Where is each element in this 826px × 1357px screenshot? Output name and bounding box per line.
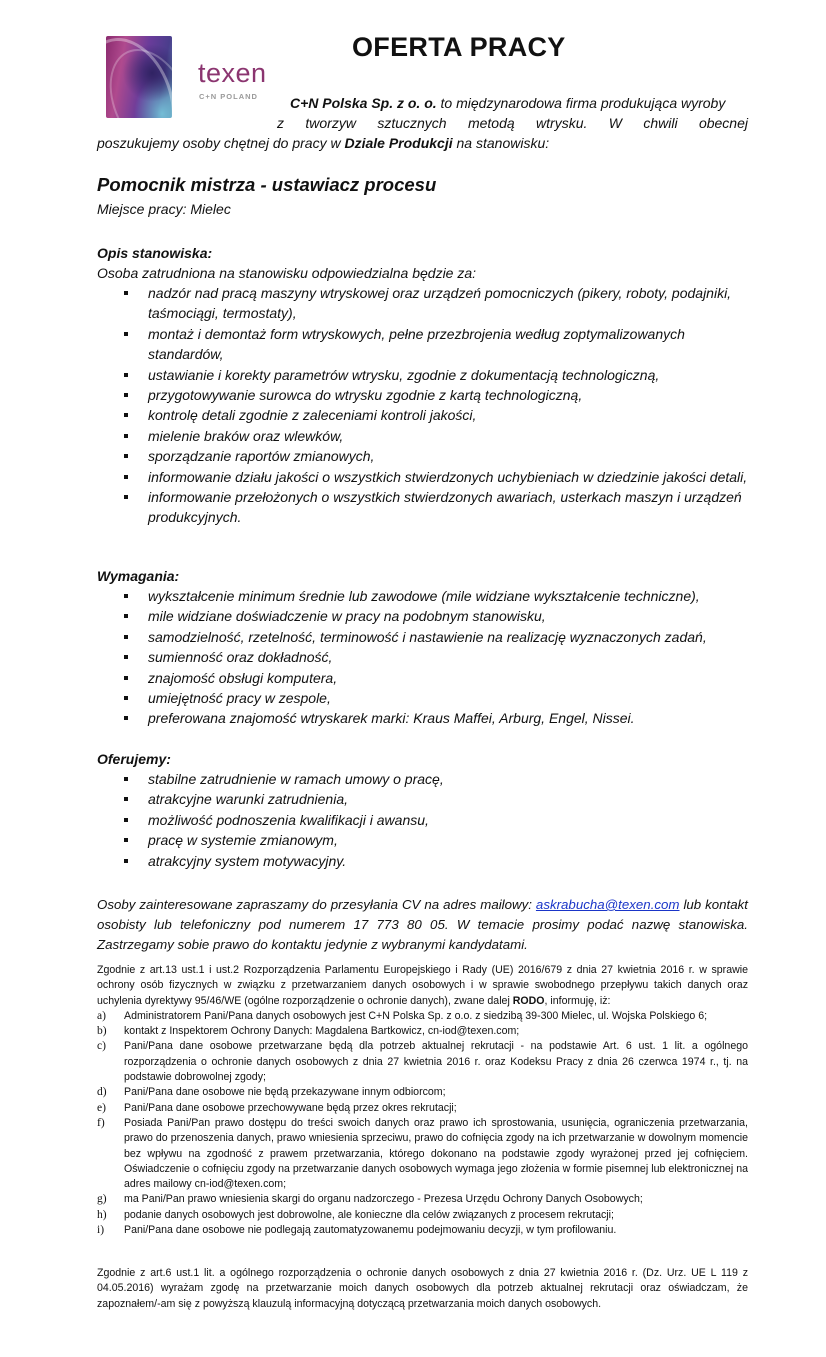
contact-paragraph: Osoby zainteresowane zapraszamy do przesyłania CV na adres mailowy: askrabucha@texen.com lub kontakt osobisty lub telefoniczny pod numerem 17 773 80 05. W temacie prosimy podać nazwę stanowiska. Zastrzegamy sobie prawo do kontaktu jedynie z wybranymi kandydatami. <box>97 897 748 952</box>
list-item: umiejętność pracy w zespole, <box>97 688 757 708</box>
list-item: mielenie braków oraz wlewków, <box>97 426 757 446</box>
job-title: Pomocnik mistrza - ustawiacz procesu <box>97 174 437 195</box>
description-list <box>97 283 757 528</box>
requirements-list <box>97 586 757 729</box>
list-item: wykształcenie minimum średnie lub zawodowe (mile widziane wykształcenie techniczne), <box>97 586 757 606</box>
list-letter: f) <box>97 1116 105 1129</box>
intro-line-2: z tworzyw sztucznych metodą wtrysku. W chwili obecnej <box>277 115 748 131</box>
rodo-list-item <box>97 1101 748 1116</box>
list-letter: g) <box>97 1193 107 1206</box>
list-item: znajomość obsługi komputera, <box>97 668 757 688</box>
description-section <box>97 243 757 528</box>
rodo-list-item <box>97 1085 748 1100</box>
list-text: podanie danych osobowych jest dobrowolne, ale konieczne dla celów związanych z procesem rekrutacji; <box>124 1208 614 1221</box>
job-location: Miejsce pracy: Mielec <box>97 201 231 217</box>
list-item: nadzór nad pracą maszyny wtryskowej oraz urządzeń pomocniczych (pikery, roboty, podajniki, taśmociągi, termostaty), <box>97 283 757 324</box>
offer-list <box>97 769 757 871</box>
list-text: Pani/Pana dane osobowe nie będą przekazywane innym odbiorcom; <box>124 1086 446 1099</box>
list-item: samodzielność, rzetelność, terminowość i nastawienie na realizację wyznaczonych zadań, <box>97 627 757 647</box>
list-letter: i) <box>97 1224 105 1237</box>
list-letter: a) <box>97 1009 106 1022</box>
list-letter: c) <box>97 1040 106 1053</box>
list-item: atrakcyjny system motywacyjny. <box>97 851 757 871</box>
list-item: przygotowywanie surowca do wtrysku zgodnie z kartą technologiczną, <box>97 385 757 405</box>
list-item: informowanie przełożonych o wszystkich stwierdzonych awariach, usterkach maszyn i urządzeń produkcyjnych. <box>97 487 757 528</box>
rodo-list-item <box>97 1024 748 1039</box>
rodo-list-item <box>97 1039 748 1085</box>
list-item: montaż i demontaż form wtryskowych, pełne przezbrojenia według zoptymalizowanych standardów, <box>97 324 757 365</box>
company-name: C+N Polska Sp. z o. o. <box>290 95 437 111</box>
requirements-heading: Wymagania: <box>97 568 180 584</box>
list-item: mile widziane doświadczenie w pracy na podobnym stanowisku, <box>97 606 757 626</box>
rodo-list-item <box>97 1192 748 1207</box>
rodo-list-item <box>97 1208 748 1223</box>
list-item: atrakcyjne warunki zatrudnienia, <box>97 789 757 809</box>
rodo-list <box>97 1009 748 1238</box>
list-text: Posiada Pani/Pan prawo dostępu do treści swoich danych oraz prawo ich sprostowania, usunięcia, ograniczenia przetwarzania, prawo do przenoszenia danych, prawo wniesienia sprzeciwu, prawo do cofnięcia zgody na ich przetwarzanie w dowolnym momencie bez wpływu na zgodność z prawem przetwarzania, którego dokonano na podstawie zgody wyrażonej przed jej cofnięciem. Oświadczenie o cofnięciu zgody na przetwarzanie danych osobowych wymaga jego złożenia w formie pisemnej lub elektronicznej na adres mailowy cn-iod@texen.com; <box>124 1116 748 1191</box>
list-text: Pani/Pana dane osobowe przechowywane będą przez okres rekrutacji; <box>124 1101 457 1114</box>
intro-line-3: poszukujemy osoby chętnej do pracy w Dziale Produkcji na stanowisku: <box>97 135 550 151</box>
list-letter: h) <box>97 1208 107 1221</box>
list-letter: d) <box>97 1086 107 1099</box>
offer-heading: Oferujemy: <box>97 751 171 767</box>
offer-section <box>97 749 757 871</box>
rodo-list-item <box>97 1009 748 1024</box>
list-letter: b) <box>97 1025 107 1038</box>
email-link[interactable]: askrabucha@texen.com <box>535 897 680 912</box>
company-intro <box>97 93 748 153</box>
requirements-section <box>97 566 757 729</box>
list-item: ustawianie i korekty parametrów wtrysku, zgodnie z dokumentacją technologiczną, <box>97 365 757 385</box>
page-title: OFERTA PRACY <box>352 32 566 62</box>
list-item: stabilne zatrudnienie w ramach umowy o pracę, <box>97 769 757 789</box>
list-text: Pani/Pana dane osobowe nie podlegają zautomatyzowanemu podejmowaniu decyzji, w tym profilowaniu. <box>124 1224 617 1237</box>
department-name: Dziale Produkcji <box>344 135 453 151</box>
list-text: ma Pani/Pan prawo wniesienia skargi do organu nadzorczego - Prezesa Urzędu Ochrony Danych Osobowych; <box>124 1193 643 1206</box>
list-text: Pani/Pana dane osobowe przetwarzane będą dla potrzeb aktualnej rekrutacji - na podstawie Art. 6 ust. 1 lit. a ogólnego rozporządzenia o ochronie danych osobowych z dnia 27 kwietnia 2016 r. oraz Kodeksu Pracy z dnia 26 czerwca 1974 r., tj. na podstawie dobrowolnej zgody; <box>124 1040 748 1084</box>
description-lead: Osoba zatrudniona na stanowisku odpowiedzialna będzie za: <box>97 265 477 281</box>
logo-wordmark: texen <box>198 58 267 88</box>
list-item: kontrolę detali zgodnie z zaleceniami kontroli jakości, <box>97 405 757 425</box>
list-letter: e) <box>97 1101 106 1114</box>
list-item: informowanie działu jakości o wszystkich stwierdzonych uchybieniach w dziedzinie jakości detali, <box>97 467 757 487</box>
list-text: kontakt z Inspektorem Ochrony Danych: Magdalena Bartkowicz, cn-iod@texen.com; <box>124 1025 520 1038</box>
rodo-clause <box>97 963 748 1238</box>
list-item: preferowana znajomość wtryskarek marki: Kraus Maffei, Arburg, Engel, Nissei. <box>97 708 757 728</box>
rodo-list-item <box>97 1223 748 1238</box>
list-text: Administratorem Pani/Pana danych osobowych jest C+N Polska Sp. z o.o. z siedzibą 39-300 Mielec, ul. Wojska Polskiego 6; <box>124 1009 708 1022</box>
logo-subtitle: C+N POLAND <box>199 92 258 101</box>
rodo-intro: Zgodnie z art.13 ust.1 i ust.2 Rozporządzenia Parlamentu Europejskiego i Rady (UE) 2016/679 z dnia 27 kwietnia 2016 r. w sprawie ochrony osób fizycznych w związku z przetwarzaniem danych osobowych i w sprawie swobodnego przepływu takich danych oraz uchylenia dyrektywy 95/46/WE (ogólne rozporządzenie o ochronie danych), zwane dalej RODO, informuję, iż: <box>97 964 748 1007</box>
list-item: pracę w systemie zmianowym, <box>97 830 757 850</box>
list-item: możliwość podnoszenia kwalifikacji i awansu, <box>97 810 757 830</box>
description-heading: Opis stanowiska: <box>97 245 213 261</box>
intro-line-1: C+N Polska Sp. z o. o. to międzynarodowa firma produkująca wyroby <box>290 95 726 111</box>
rodo-list-item <box>97 1116 748 1192</box>
list-item: sporządzanie raportów zmianowych, <box>97 446 757 466</box>
consent-paragraph: Zgodnie z art.6 ust.1 lit. a ogólnego rozporządzenia o ochronie danych osobowych z dnia 27 kwietnia 2016 r. (Dz. Urz. UE L 119 z 04.05.2016) wyrażam zgodę na przetwarzanie moich danych osobowych dla potrzeb aktualnej rekrutacji oraz oświadczam, że zapoznałem/-am się z powyższą klauzulą informacyjną dotyczącą przetwarzania moich danych osobowych. <box>97 1267 748 1310</box>
list-item: sumienność oraz dokładność, <box>97 647 757 667</box>
